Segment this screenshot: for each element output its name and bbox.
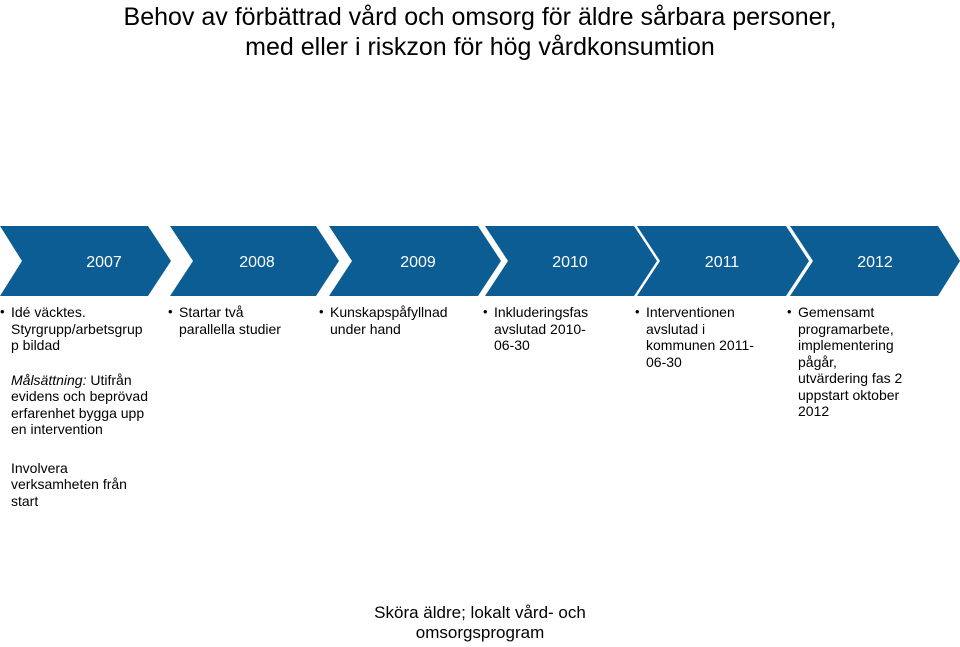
text-line: • Inkluderingsfas (494, 304, 589, 320)
milestone-bullet (787, 304, 957, 420)
milestone-2009 (319, 304, 479, 337)
text-line: • Startar två (179, 304, 244, 320)
text-line: • Idé väcktes. (11, 304, 86, 320)
text-line: start (11, 492, 39, 509)
text-line: under hand (330, 320, 401, 337)
text-line: 06-30 (646, 353, 682, 370)
text-line: avslutad i (646, 320, 706, 337)
caption-line-1: Sköra äldre; lokalt vård- och (374, 603, 586, 622)
timeline-arrows (0, 226, 960, 296)
text-line: implementering (798, 337, 894, 353)
text-line: • Gemensamt (798, 304, 875, 320)
milestone-2008 (168, 304, 318, 337)
text-line: erfarenhet bygga upp (11, 404, 145, 421)
text-line: pågår, (798, 353, 837, 370)
text-line: kommunen 2011- (646, 337, 754, 353)
text-line: uppstart oktober (798, 386, 900, 403)
text-line: • Kunskapspåfyllnad (330, 304, 448, 320)
year-label-2010: 2010 (552, 254, 588, 271)
title-line-1: Behov av förbättrad vård och omsorg för äldre sårbara personer, (123, 3, 837, 31)
year-label-2008: 2008 (239, 254, 275, 271)
milestone-2011 (635, 304, 785, 370)
text-line (11, 372, 165, 389)
text-line: programarbete, (798, 320, 894, 337)
goal-paragraph (0, 372, 165, 438)
milestone-2007 (0, 304, 165, 509)
year-label-2012: 2012 (857, 254, 893, 271)
involve-paragraph (0, 460, 165, 510)
caption-line-2: omsorgsprogram (415, 623, 545, 642)
text-line: utvärdering fas 2 (798, 370, 903, 386)
program-caption (300, 603, 660, 643)
text-line: parallella studier (179, 320, 281, 337)
year-label-2011: 2011 (704, 254, 740, 271)
page-title (0, 2, 960, 62)
year-label-2009: 2009 (400, 254, 436, 271)
milestone-bullet (319, 304, 479, 337)
goal-text: Utifrån (86, 371, 132, 388)
milestone-bullet (483, 304, 631, 354)
text-line: evidens och beprövad (11, 388, 148, 404)
goal-label: Målsättning: (11, 371, 87, 388)
milestone-bullet (168, 304, 318, 337)
text-line: • Interventionen (646, 304, 735, 320)
year-label-2007: 2007 (86, 254, 122, 271)
text-line: Styrgrupp/arbetsgrup (11, 320, 143, 337)
milestone-bullet (0, 304, 165, 354)
text-line: verksamheten från (11, 476, 127, 492)
text-line: 2012 (798, 403, 830, 419)
text-line: en intervention (11, 421, 103, 437)
text-line: Involvera (11, 459, 68, 476)
milestone-2010 (483, 304, 631, 354)
milestone-2012 (787, 304, 957, 420)
title-line-2: med eller i riskzon för hög vårdkonsumtion (245, 33, 715, 61)
text-line: avslutad 2010- (494, 320, 586, 337)
text-line: 06-30 (494, 337, 530, 353)
milestone-bullet (635, 304, 785, 370)
text-line: p bildad (11, 337, 61, 353)
